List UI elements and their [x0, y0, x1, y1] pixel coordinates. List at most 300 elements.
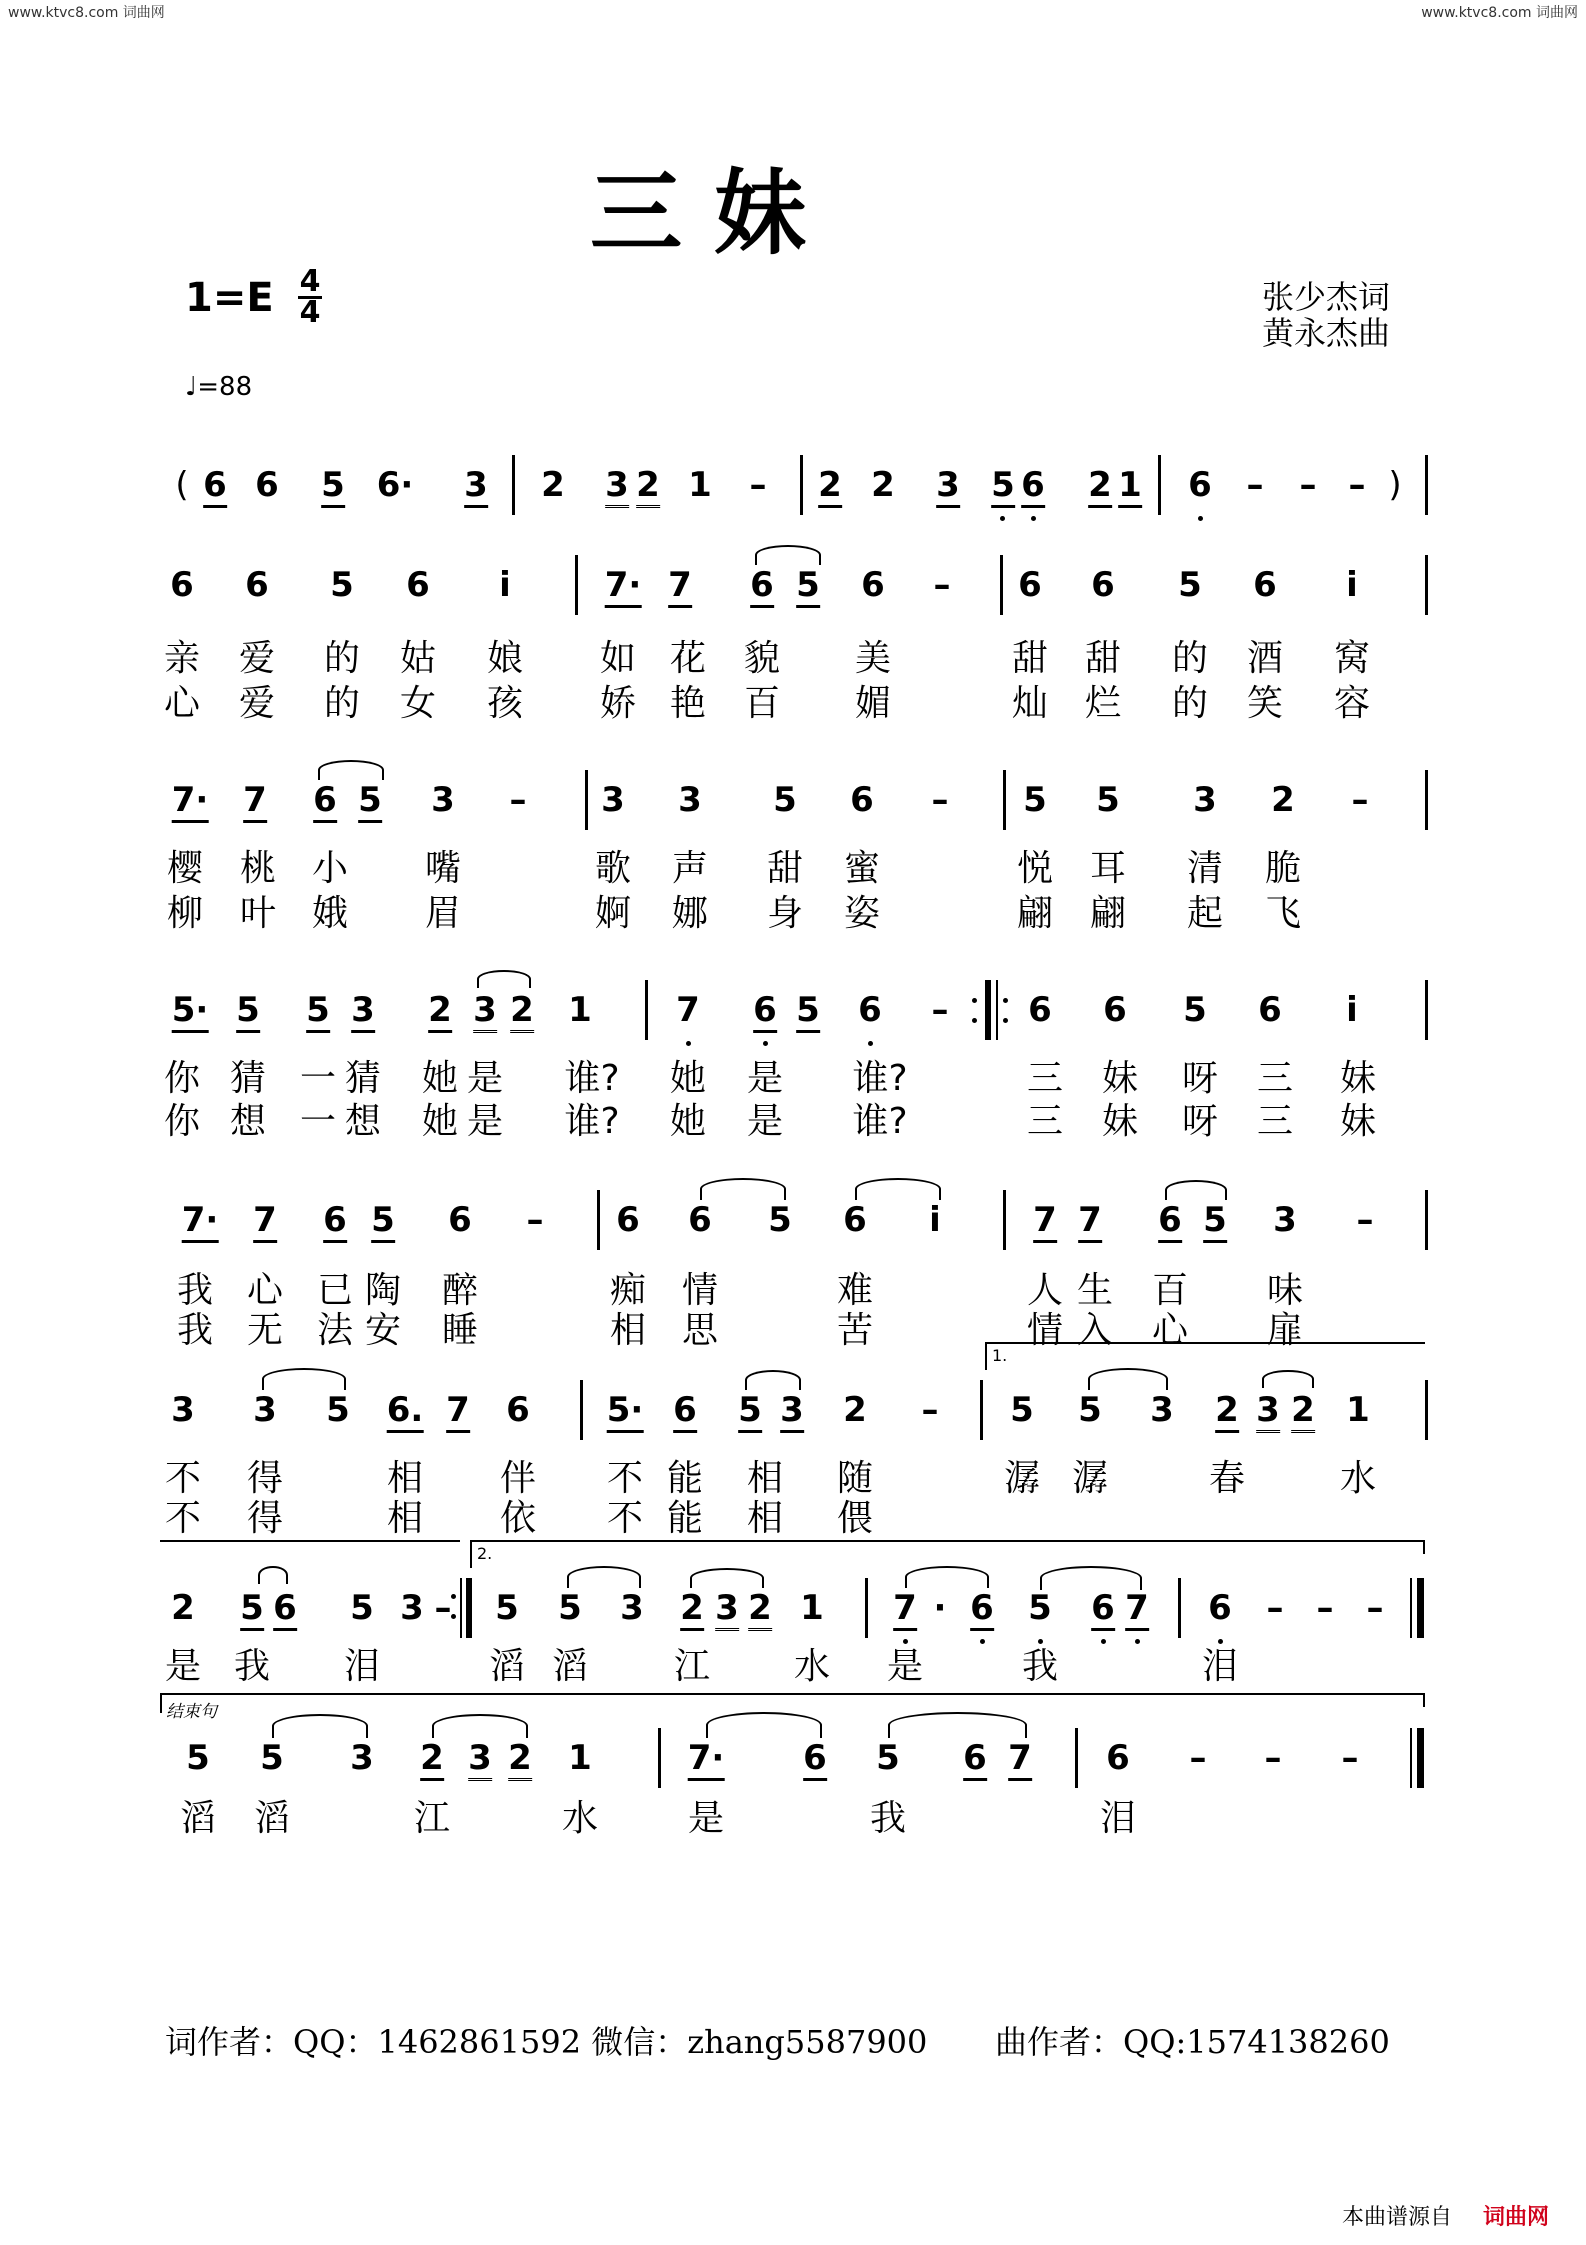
note: 6 — [803, 1738, 827, 1781]
note: 6 — [273, 1588, 297, 1631]
note: 5 — [1023, 780, 1047, 820]
lyric: 猜 — [229, 1058, 267, 1099]
note: 1 — [568, 1738, 592, 1778]
barline — [1425, 1380, 1428, 1440]
note: 7 — [243, 780, 267, 823]
lyric: 百 — [1151, 1270, 1189, 1311]
lyric: 泪 — [1099, 1798, 1137, 1839]
note: 2 — [680, 1588, 704, 1631]
barline — [512, 455, 515, 515]
lyric: 潺 — [1003, 1458, 1041, 1499]
note: 6 — [688, 1200, 712, 1240]
note: – — [1266, 1588, 1284, 1628]
lower-dot — [980, 1639, 985, 1644]
coda-bracket-end — [1423, 1693, 1425, 1707]
lyric: 心 — [246, 1270, 284, 1311]
lyric: 偎 — [836, 1498, 874, 1539]
source-label: 本曲谱源自 — [1342, 2205, 1453, 2230]
final-barline — [1417, 1728, 1424, 1788]
lyric: 她 — [669, 1058, 707, 1099]
final-barline-thin — [1410, 1728, 1412, 1788]
note: 3 — [351, 990, 375, 1033]
note: 1 — [1118, 465, 1142, 508]
note: 3 — [468, 1738, 492, 1781]
note: 3 — [253, 1390, 277, 1430]
lyric: 甜 — [1011, 638, 1049, 679]
note: – — [1366, 1588, 1384, 1628]
note: 3 — [431, 780, 455, 820]
lyric: 耳 — [1089, 848, 1127, 889]
lyric: 谁? — [564, 1101, 620, 1142]
barline — [597, 1190, 600, 1250]
lyricist-credit: 张少杰词 — [1262, 278, 1391, 316]
note: 3 — [936, 465, 960, 508]
note: 6 — [255, 465, 279, 505]
note: 6 — [1018, 565, 1042, 605]
lower-dot — [1000, 516, 1005, 521]
note: 5 — [260, 1738, 284, 1778]
note: 3 — [715, 1588, 739, 1631]
lyric: 容 — [1333, 683, 1371, 724]
lyric: 清 — [1186, 848, 1224, 889]
lyric: 我 — [869, 1798, 907, 1839]
note: 6 — [850, 780, 874, 820]
slur — [477, 970, 531, 988]
note: 6 — [1258, 990, 1282, 1030]
note: – — [1189, 1738, 1207, 1778]
lyric: 是 — [164, 1646, 202, 1687]
lyric: 相 — [746, 1498, 784, 1539]
lyric: 媚 — [854, 683, 892, 724]
lyric: 翩 — [1016, 893, 1054, 934]
barline — [575, 555, 578, 615]
lower-dot — [1198, 516, 1203, 521]
lyric: 心 — [1151, 1310, 1189, 1351]
note: 2 — [1215, 1390, 1239, 1433]
barline — [580, 1380, 583, 1440]
lyric: 相 — [386, 1498, 424, 1539]
note: 5 — [306, 990, 330, 1033]
note: – — [1316, 1588, 1334, 1628]
note: – — [526, 1200, 544, 1240]
note: 2 — [541, 465, 565, 505]
note: 5 — [186, 1738, 210, 1778]
slur — [1040, 1566, 1142, 1590]
lyric: 能 — [666, 1498, 704, 1539]
barline — [1158, 455, 1161, 515]
tempo-marking: ♩=88 — [185, 372, 253, 402]
note: 5 — [796, 990, 820, 1033]
slur — [700, 1178, 786, 1200]
note: 6 — [753, 990, 777, 1033]
note: 6 — [963, 1738, 987, 1781]
repeat-dot — [972, 998, 977, 1003]
lyric: 谁? — [564, 1058, 620, 1099]
note: – — [1341, 1738, 1359, 1778]
lyric: 三 — [1026, 1101, 1064, 1142]
lyric: 妹 — [1339, 1058, 1377, 1099]
lyric: 妹 — [1339, 1101, 1377, 1142]
lyric: 女 — [399, 683, 437, 724]
note: 5· — [607, 1390, 644, 1433]
note: 6 — [506, 1390, 530, 1430]
lower-dot — [1031, 516, 1036, 521]
lyric: 相 — [609, 1310, 647, 1351]
note: 5 — [326, 1390, 350, 1430]
lyric: 如 — [599, 638, 637, 679]
lyric: 入 — [1076, 1310, 1114, 1351]
repeat-end-barline — [466, 1578, 472, 1638]
note: 3 — [601, 780, 625, 820]
note: 3 — [1273, 1200, 1297, 1240]
lyric: 是 — [687, 1798, 725, 1839]
note: 6 — [616, 1200, 640, 1240]
note: 3 — [400, 1588, 424, 1628]
lyric: 泪 — [343, 1646, 381, 1687]
note: 6 — [448, 1200, 472, 1240]
watermark-right: www.ktvc8.com 词曲网 — [1421, 5, 1578, 21]
lyric: 柳 — [166, 893, 204, 934]
note: 7 — [893, 1588, 917, 1631]
lyric: 是 — [886, 1646, 924, 1687]
lyric: 一 — [299, 1101, 337, 1142]
note: 6 — [313, 780, 337, 823]
lyric: 伴 — [499, 1458, 537, 1499]
barline — [585, 770, 588, 830]
lyric: 我 — [233, 1646, 271, 1687]
lyric: 相 — [746, 1458, 784, 1499]
note: 5 — [773, 780, 797, 820]
lyric: 是 — [466, 1058, 504, 1099]
ending-2-bracket-end — [1423, 1540, 1425, 1554]
lyric: 心 — [163, 683, 201, 724]
lyric: 她 — [421, 1058, 459, 1099]
note: 2 — [748, 1588, 772, 1631]
barline — [1000, 555, 1003, 615]
note: · — [933, 1588, 947, 1628]
lyric: 起 — [1186, 893, 1224, 934]
lyric: 随 — [836, 1458, 874, 1499]
composer-credit: 黄永杰曲 — [1262, 314, 1391, 352]
lyric: 娜 — [671, 893, 709, 934]
note: 2 — [1088, 465, 1112, 508]
coda-bracket-side — [160, 1693, 162, 1713]
lyric: 甜 — [1084, 638, 1122, 679]
slur — [1165, 1180, 1227, 1200]
lyric: 灿 — [1011, 683, 1049, 724]
lyric: 叶 — [239, 893, 277, 934]
lyric: 水 — [1339, 1458, 1377, 1499]
lyric: 思 — [681, 1310, 719, 1351]
lyric: 我 — [176, 1310, 214, 1351]
note: 6 — [1091, 565, 1115, 605]
final-barline — [1417, 1578, 1424, 1638]
note: 5 — [1178, 565, 1202, 605]
lyric: 不 — [164, 1458, 202, 1499]
note: 6 — [1028, 990, 1052, 1030]
lyric: 的 — [1171, 683, 1209, 724]
note: 5 — [240, 1588, 264, 1631]
lyric: 潺 — [1071, 1458, 1109, 1499]
slur — [755, 545, 821, 565]
lyric: 三 — [1256, 1058, 1294, 1099]
lyric: 嘴 — [424, 848, 462, 889]
lyric: 睡 — [441, 1310, 479, 1351]
lyric: 三 — [1256, 1101, 1294, 1142]
coda-label: 结束句 — [166, 1702, 217, 1722]
repeat-dot — [1003, 1018, 1008, 1023]
lyric: 她 — [421, 1101, 459, 1142]
ending-1-bracket — [985, 1342, 1425, 1344]
barline — [658, 1728, 661, 1788]
lyric: 能 — [666, 1458, 704, 1499]
lyric: 声 — [671, 848, 709, 889]
lyric: 滔 — [253, 1798, 291, 1839]
note: 5 — [876, 1738, 900, 1778]
lyric: 人 — [1026, 1270, 1064, 1311]
note: 6 — [750, 565, 774, 608]
lyric: 是 — [746, 1058, 784, 1099]
lyric: 脆 — [1264, 848, 1302, 889]
note: 6 — [1188, 465, 1212, 505]
lyric: 一 — [299, 1058, 337, 1099]
lower-dot — [868, 1041, 873, 1046]
note: 5 — [371, 1200, 395, 1243]
note: 6 — [1208, 1588, 1232, 1628]
slur — [432, 1714, 528, 1738]
lyric: 无 — [246, 1310, 284, 1351]
lyric: 的 — [323, 683, 361, 724]
watermark-left: www.ktvc8.com 词曲网 — [8, 5, 165, 21]
note: 2 — [871, 465, 895, 505]
note: 7 — [1078, 1200, 1102, 1243]
barline — [645, 980, 648, 1040]
note: 2 — [508, 1738, 532, 1781]
note: – — [931, 990, 949, 1030]
note: 5 — [738, 1390, 762, 1433]
note: 6 — [1106, 1738, 1130, 1778]
final-barline-thin — [1410, 1578, 1412, 1638]
lyric: 是 — [466, 1101, 504, 1142]
note: 7 — [668, 565, 692, 608]
note: 5 — [1096, 780, 1120, 820]
barline — [1003, 1190, 1006, 1250]
lower-dot — [1101, 1639, 1106, 1644]
note: 5 — [330, 565, 354, 605]
lyric: 艳 — [669, 683, 707, 724]
lyric: 呀 — [1181, 1058, 1219, 1099]
lyric: 想 — [229, 1101, 267, 1142]
slur — [272, 1714, 368, 1738]
note: 7 — [253, 1200, 277, 1243]
note: 5 — [321, 465, 345, 508]
repeat-dot — [451, 1594, 456, 1599]
lyric: 爱 — [238, 683, 276, 724]
lyric: 笑 — [1246, 683, 1284, 724]
lyric: 甜 — [766, 848, 804, 889]
ending-1-label: 1. — [992, 1346, 1008, 1365]
lyric: 妹 — [1101, 1058, 1139, 1099]
note: 2 — [510, 990, 534, 1033]
lyric: 百 — [743, 683, 781, 724]
note: 1 — [800, 1588, 824, 1628]
note: 6 — [245, 565, 269, 605]
lyric: 难 — [836, 1270, 874, 1311]
note: 3 — [620, 1588, 644, 1628]
note: 6 — [170, 565, 194, 605]
lyric: 呀 — [1181, 1101, 1219, 1142]
note: 3 — [350, 1738, 374, 1778]
note: 5 — [768, 1200, 792, 1240]
barline — [1425, 555, 1428, 615]
slur — [888, 1712, 1027, 1738]
note: 5 — [991, 465, 1015, 508]
lyric: 身 — [766, 893, 804, 934]
note: ( — [175, 465, 189, 505]
lyric: 滔 — [551, 1646, 589, 1687]
lyric: 得 — [246, 1498, 284, 1539]
lyric: 小 — [311, 848, 349, 889]
note: 2 — [843, 1390, 867, 1430]
note: 5 — [1078, 1390, 1102, 1430]
note: 5 — [495, 1588, 519, 1628]
note: 7 — [676, 990, 700, 1030]
repeat-start-barline-thin — [996, 980, 998, 1040]
lyric: 我 — [176, 1270, 214, 1311]
note: 7· — [182, 1200, 219, 1243]
slur — [258, 1566, 288, 1584]
lyric: 飞 — [1264, 893, 1302, 934]
note: – — [1348, 465, 1366, 505]
note: 7 — [1008, 1738, 1032, 1781]
song-title: 三 妹 — [590, 160, 807, 267]
slur — [905, 1566, 989, 1588]
lyric: 不 — [606, 1458, 644, 1499]
note: 3 — [1256, 1390, 1280, 1433]
note: 5 — [236, 990, 260, 1033]
lyric: 的 — [323, 638, 361, 679]
lyric: 悦 — [1016, 848, 1054, 889]
note: 2 — [636, 465, 660, 508]
barline — [1425, 1190, 1428, 1250]
lyric: 娘 — [486, 638, 524, 679]
note: – — [1246, 465, 1264, 505]
note: 2 — [428, 990, 452, 1033]
note: 7 — [446, 1390, 470, 1433]
lower-dot — [763, 1041, 768, 1046]
slur — [1088, 1368, 1168, 1390]
note: 5 — [358, 780, 382, 823]
lyric: 痴 — [609, 1270, 647, 1311]
note: 5 — [350, 1588, 374, 1628]
source-site-logo[interactable]: 词曲网 — [1483, 2205, 1550, 2230]
note: 1 — [1346, 1390, 1370, 1430]
note: 7 — [1125, 1588, 1149, 1631]
lyric: 你 — [163, 1058, 201, 1099]
note: 6 — [970, 1588, 994, 1631]
ending-1-continuation-bracket — [160, 1540, 460, 1542]
note: 6 — [858, 990, 882, 1030]
note: ) — [1388, 465, 1402, 505]
lyric: 滔 — [488, 1646, 526, 1687]
lyric: 谁? — [852, 1101, 908, 1142]
lyric: 娥 — [311, 893, 349, 934]
note: 2 — [818, 465, 842, 508]
slur — [706, 1712, 822, 1738]
note: – — [509, 780, 527, 820]
footer-lyricist-contact: 词作者：QQ：1462861592 微信：zhang5587900 — [165, 2023, 928, 2061]
lyric: 婀 — [594, 893, 632, 934]
note: 6 — [1021, 465, 1045, 508]
note: – — [931, 780, 949, 820]
note: 7· — [172, 780, 209, 823]
lyric: 翩 — [1089, 893, 1127, 934]
lyric: 桃 — [239, 848, 277, 889]
lyric: 不 — [606, 1498, 644, 1539]
time-signature — [298, 264, 322, 330]
note: 5 — [558, 1588, 582, 1628]
lyric: 亲 — [163, 638, 201, 679]
note: – — [1351, 780, 1369, 820]
barline — [1425, 455, 1428, 515]
time-bottom: 4 — [299, 295, 321, 330]
lyric: 不 — [164, 1498, 202, 1539]
lyric: 谁? — [852, 1058, 908, 1099]
lyric: 情 — [1026, 1310, 1064, 1351]
ending-2-label: 2. — [477, 1544, 493, 1563]
lyric: 想 — [344, 1101, 382, 1142]
note: 6 — [323, 1200, 347, 1243]
lyric: 烂 — [1084, 683, 1122, 724]
lyric: 娇 — [599, 683, 637, 724]
note: 7· — [688, 1738, 725, 1781]
lyric: 春 — [1208, 1458, 1246, 1499]
barline — [1425, 980, 1428, 1040]
note: 3 — [171, 1390, 195, 1430]
lyric: 江 — [673, 1646, 711, 1687]
barline — [980, 1380, 983, 1440]
slur — [262, 1368, 346, 1390]
note: 6 — [1158, 1200, 1182, 1243]
lyric: 扉 — [1266, 1310, 1304, 1351]
lyric: 的 — [1171, 638, 1209, 679]
barline — [865, 1578, 868, 1638]
lyric: 姑 — [399, 638, 437, 679]
note: 6 — [203, 465, 227, 508]
note: 2 — [1271, 780, 1295, 820]
ending-2-bracket-side — [470, 1540, 472, 1568]
lyric: 水 — [561, 1798, 599, 1839]
repeat-dot — [451, 1614, 456, 1619]
barline — [1425, 770, 1428, 830]
lower-dot — [1135, 1639, 1140, 1644]
lyric: 相 — [386, 1458, 424, 1499]
barline — [800, 455, 803, 515]
note: – — [1264, 1738, 1282, 1778]
lyric: 花 — [669, 638, 707, 679]
slur — [690, 1568, 764, 1588]
note: 5· — [172, 990, 209, 1033]
note: 3 — [678, 780, 702, 820]
note: 3 — [473, 990, 497, 1033]
note: 6. — [387, 1390, 424, 1433]
slur — [745, 1370, 801, 1390]
note: 2 — [1291, 1390, 1315, 1433]
ending-2-bracket — [470, 1540, 1425, 1542]
note: i — [1346, 565, 1358, 605]
note: 3 — [1150, 1390, 1174, 1430]
barline — [1003, 770, 1006, 830]
